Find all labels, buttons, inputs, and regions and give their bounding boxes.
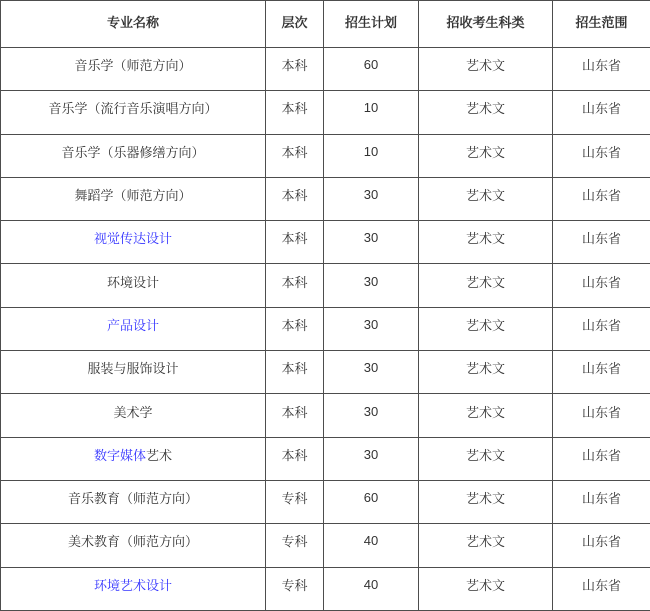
candidate-category-cell: 艺术文 [419, 177, 553, 220]
level-cell: 本科 [266, 394, 324, 437]
enrollment-plan-cell: 60 [324, 480, 419, 523]
table-row [1, 48, 650, 91]
major-name-cell [1, 480, 266, 523]
enrollment-plan-cell: 40 [324, 524, 419, 567]
major-text: 艺术 [146, 447, 173, 463]
candidate-category-cell: 艺术文 [419, 307, 553, 350]
enrollment-scope-cell: 山东省 [553, 480, 650, 523]
candidate-category-cell: 艺术文 [419, 91, 553, 134]
enrollment-plan-cell: 30 [324, 264, 419, 307]
candidate-category-cell: 艺术文 [419, 437, 553, 480]
enrollment-scope-cell: 山东省 [553, 264, 650, 307]
table-row [1, 177, 650, 220]
major-link[interactable]: 产品设计 [106, 317, 159, 333]
major-text: 美术学 [113, 404, 153, 420]
table-row [1, 134, 650, 177]
enrollment-scope-cell: 山东省 [553, 351, 650, 394]
level-cell: 本科 [266, 177, 324, 220]
major-name-cell [1, 264, 266, 307]
major-text: 服装与服饰设计 [87, 361, 179, 377]
major-name-cell [1, 48, 266, 91]
enrollment-scope-cell: 山东省 [553, 221, 650, 264]
candidate-category-cell: 艺术文 [419, 264, 553, 307]
level-cell: 专科 [266, 567, 324, 610]
enrollment-plan-cell: 30 [324, 177, 419, 220]
enrollment-scope-cell: 山东省 [553, 567, 650, 610]
major-text: 音乐学（流行音乐演唱方向） [48, 101, 218, 117]
header-row [1, 1, 650, 48]
level-cell: 专科 [266, 480, 324, 523]
major-name-cell [1, 351, 266, 394]
level-cell: 本科 [266, 91, 324, 134]
major-link[interactable]: 环境艺术设计 [93, 577, 172, 593]
column-header: 招生计划 [324, 1, 419, 48]
enrollment-plan-cell: 10 [324, 134, 419, 177]
level-cell: 本科 [266, 307, 324, 350]
candidate-category-cell: 艺术文 [419, 221, 553, 264]
level-cell: 本科 [266, 134, 324, 177]
candidate-category-cell: 艺术文 [419, 394, 553, 437]
level-cell: 本科 [266, 264, 324, 307]
enrollment-plan-cell: 30 [324, 437, 419, 480]
table-row [1, 264, 650, 307]
major-text: 环境设计 [106, 274, 159, 290]
table-row [1, 524, 650, 567]
table-row [1, 91, 650, 134]
major-text: 音乐学（师范方向） [74, 58, 192, 74]
column-header: 招生范围 [553, 1, 650, 48]
candidate-category-cell: 艺术文 [419, 134, 553, 177]
major-name-cell [1, 567, 266, 610]
candidate-category-cell: 艺术文 [419, 480, 553, 523]
major-name-cell [1, 437, 266, 480]
column-header: 层次 [266, 1, 324, 48]
table-body [1, 48, 650, 611]
major-name-cell [1, 91, 266, 134]
enrollment-scope-cell: 山东省 [553, 437, 650, 480]
enrollment-plan-cell: 10 [324, 91, 419, 134]
major-name-cell [1, 134, 266, 177]
table-row [1, 480, 650, 523]
major-text: 音乐教育（师范方向） [67, 491, 198, 507]
table-row [1, 394, 650, 437]
enrollment-plan-cell: 30 [324, 394, 419, 437]
enrollment-scope-cell: 山东省 [553, 48, 650, 91]
major-text: 美术教育（师范方向） [67, 534, 198, 550]
major-link[interactable]: 视觉传达设计 [93, 231, 172, 247]
major-name-cell [1, 221, 266, 264]
enrollment-plan-cell: 30 [324, 221, 419, 264]
candidate-category-cell: 艺术文 [419, 351, 553, 394]
table-row [1, 567, 650, 610]
major-name-cell [1, 524, 266, 567]
major-link[interactable]: 数字媒体 [93, 447, 146, 463]
candidate-category-cell: 艺术文 [419, 567, 553, 610]
major-name-cell [1, 394, 266, 437]
enrollment-plan-cell: 60 [324, 48, 419, 91]
enrollment-plan-cell: 30 [324, 307, 419, 350]
enrollment-plan-cell: 30 [324, 351, 419, 394]
table-row [1, 437, 650, 480]
level-cell: 本科 [266, 48, 324, 91]
enrollment-scope-cell: 山东省 [553, 177, 650, 220]
level-cell: 专科 [266, 524, 324, 567]
enrollment-scope-cell: 山东省 [553, 524, 650, 567]
enrollment-scope-cell: 山东省 [553, 91, 650, 134]
level-cell: 本科 [266, 351, 324, 394]
candidate-category-cell: 艺术文 [419, 48, 553, 91]
candidate-category-cell: 艺术文 [419, 524, 553, 567]
column-header: 专业名称 [1, 1, 266, 48]
table-row [1, 307, 650, 350]
column-header: 招收考生科类 [419, 1, 553, 48]
major-name-cell [1, 307, 266, 350]
enrollment-scope-cell: 山东省 [553, 134, 650, 177]
major-name-cell [1, 177, 266, 220]
level-cell: 本科 [266, 437, 324, 480]
major-text: 音乐学（乐器修缮方向） [61, 144, 205, 160]
level-cell: 本科 [266, 221, 324, 264]
table-row [1, 351, 650, 394]
enrollment-scope-cell: 山东省 [553, 307, 650, 350]
major-text: 舞蹈学（师范方向） [74, 188, 192, 204]
enrollment-plan-cell: 40 [324, 567, 419, 610]
table-row [1, 221, 650, 264]
enrollment-scope-cell: 山东省 [553, 394, 650, 437]
